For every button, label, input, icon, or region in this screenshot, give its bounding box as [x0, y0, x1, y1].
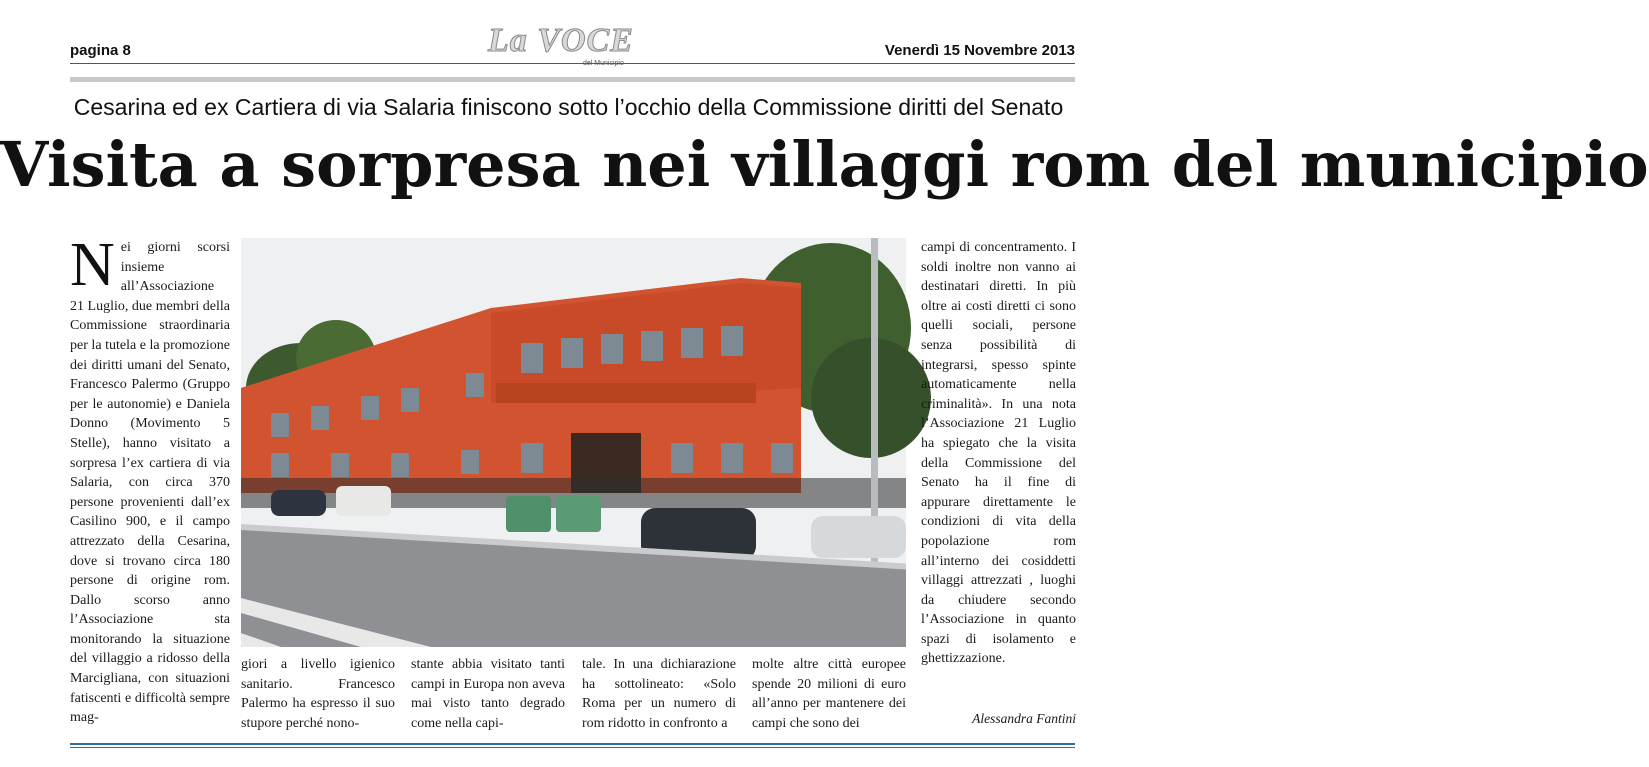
page-number: pagina 8: [70, 42, 131, 59]
header-thin-rule: [70, 63, 1075, 64]
drop-cap: N: [70, 231, 115, 299]
article-column-2: giori a livello igienico sanitario. Francesco Palermo ha espresso il suo stupore perché nono-: [241, 657, 395, 731]
photo-roma-camp-building: [241, 238, 906, 647]
author-signature: Alessandra Fantini: [972, 711, 1076, 726]
header-grey-rule: [70, 77, 1075, 82]
article-column-5: molte altre città europee spende 20 milioni di euro all’anno per mantenere dei campi che sono dei: [752, 657, 906, 731]
issue-date: Venerdì 15 Novembre 2013: [884, 42, 1075, 59]
footer-rule-top: [70, 743, 1075, 745]
column-1-text: ei giorni scorsi insieme all’Associazione 21 Luglio, due membri della Commissione straordinaria per la tutela e la promozione dei diritti umani del Senato, Francesco Palermo (Gruppo per le autonomie) e Daniela Donno (Movimento 5 Stelle), hanno visitato a sorpresa l’ex cartiera di via Salaria, con circa 370 persone provenienti dall’ex Casilino 900, e il campo attrezzato della Cesarina, dove si trovano circa 180 persone di origine rom. Dallo scorso anno l’Associazione sta monitorando la situazione del villaggio a ridosso della Marcigliana, con situazioni fatiscenti e difficoltà sempre mag-: [70, 240, 230, 726]
footer-rule-bottom: [70, 747, 1075, 748]
article-column-4: tale. In una dichiarazione ha sottolineato: «Solo Roma per un numero di rom ridotto in confronto a: [582, 657, 736, 731]
article-headline: Visita a sorpresa nei villaggi rom del municipio: [0, 128, 1649, 201]
logo-text: La VOCE: [488, 22, 634, 59]
article-column-3: stante abbia visitato tanti campi in Europa non aveva mai visto tanto degrado come nella capi-: [411, 657, 565, 731]
article-kicker: Cesarina ed ex Cartiera di via Salaria finiscono sotto l’occhio della Commissione diritti del Senato: [73, 94, 1064, 120]
article-column-1: [70, 231, 230, 728]
article-column-6: campi di concentramento. I soldi inoltre non vanno ai destinatari diretti. In più oltre ai costi diretti ci sono quelli sociali, persone senza possibilità di integrarsi, spesso spinte automaticamente nella criminalità». In una nota l’Associazione 21 Luglio ha spiegato che la visita della Commissione del Senato ha il fine di appurare direttamente le condizioni di vita della popolazione rom all’interno dei cosiddetti villaggi attrezzati , luoghi da chiudere secondo l’Associazione in quanto spazi di isolamento e ghettizzazione.: [921, 240, 1076, 667]
article-photo: [241, 238, 906, 647]
